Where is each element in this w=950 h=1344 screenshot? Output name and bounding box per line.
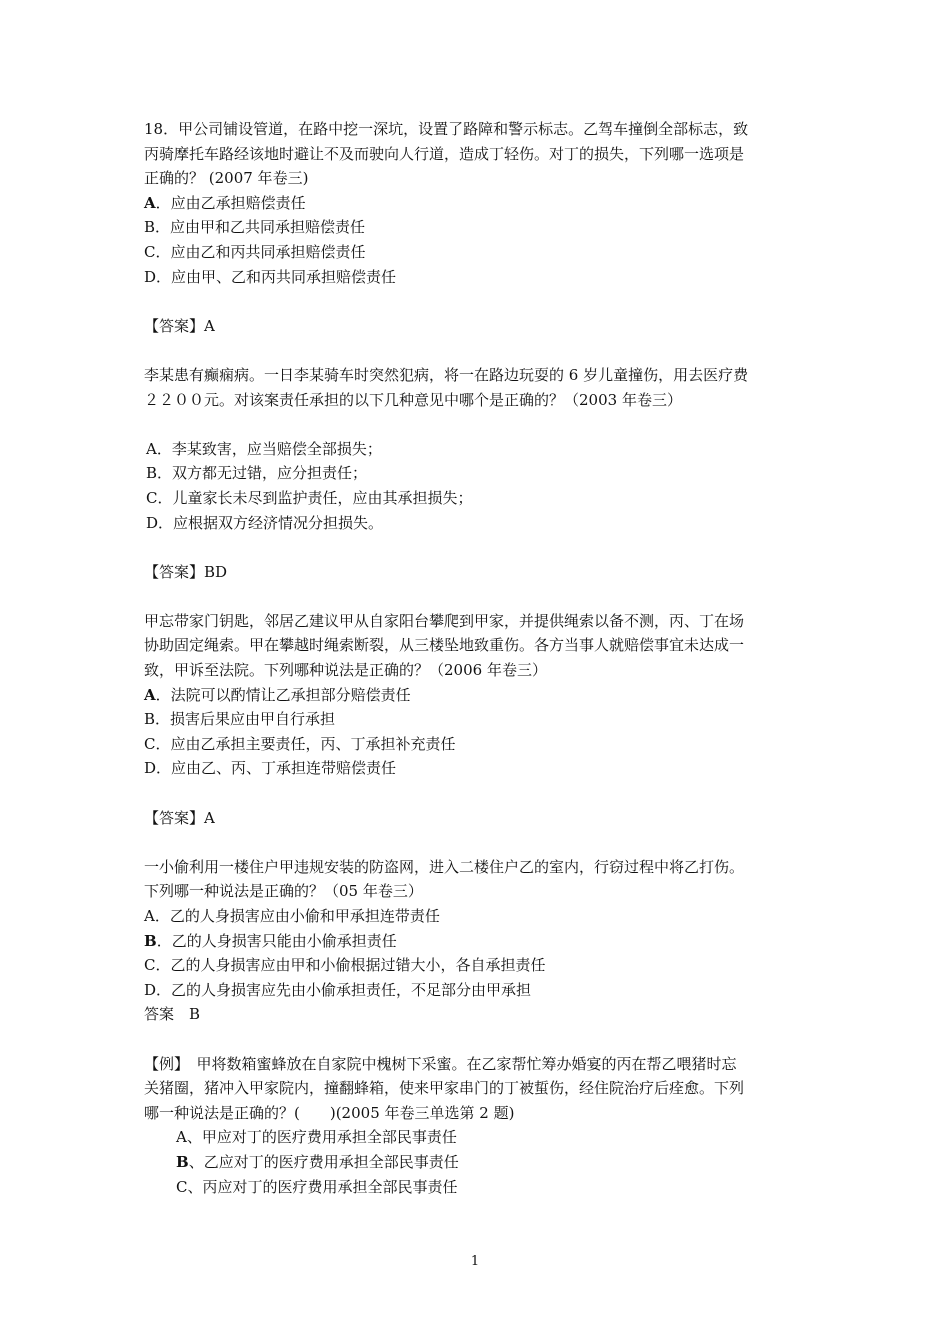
option-c: C．儿童家长未尽到监护责任，应由其承担损失； [146,488,473,507]
option-b: B．应由甲和乙共同承担赔偿责任 [144,218,366,237]
question-rope [144,609,814,830]
option-c: C、丙应对丁的医疗费用承担全部民事责任 [176,1177,458,1196]
option-b: B．乙的人身损害只能由小偷承担责任 [144,931,397,950]
answer-line: 【答案】BD [144,562,228,581]
option-c: C．应由乙承担主要责任，丙、丁承担补充责任 [144,734,456,753]
option-d: D．应根据双方经济情况分担损失。 [146,513,384,532]
question-stem-line: 丙骑摩托车路经该地时避让不及而驶向人行道，造成丁轻伤。对丁的损失，下列哪一选项是 [144,144,745,163]
question-epilepsy [144,363,814,584]
option-b: B、乙应对丁的医疗费用承担全部民事责任 [176,1152,459,1171]
question-stem-line: 一小偷利用一楼住户甲违规安装的防盗网，进入二楼住户乙的室内，行窃过程中将乙打伤。 [144,857,745,876]
question-stem-line: 18．甲公司铺设管道，在路中挖一深坑，设置了路障和警示标志。乙驾车撞倒全部标志，致 [144,120,749,138]
question-stem-line: ２２００元。对该案责任承担的以下几种意见中哪个是正确的？（2003 年卷三） [144,390,682,409]
option-d: D．应由甲、乙和丙共同承担赔偿责任 [144,267,397,286]
answer-line: 【答案】A [144,808,215,827]
option-b: B．双方都无过错，应分担责任； [146,464,368,483]
option-d: D．应由乙、丙、丁承担连带赔偿责任 [144,759,397,778]
page-number: 1 [470,1254,480,1269]
question-stem-line: 甲忘带家门钥匙，邻居乙建议甲从自家阳台攀爬到甲家，并提供绳索以备不测，丙、丁在场 [144,611,745,630]
option-a: A、甲应对丁的医疗费用承担全部民事责任 [176,1128,457,1147]
option-b: B．损害后果应由甲自行承担 [144,710,336,729]
question-bees [144,1052,814,1200]
question-stem-line: 致，甲诉至法院。下列哪种说法是正确的？（2006 年卷三） [144,661,547,680]
option-a: A．乙的人身损害应由小偷和甲承担连带责任 [144,907,440,925]
question-thief [144,855,814,1027]
question-stem-line: 关猪圈，猪冲入甲家院内，撞翻蜂箱，使来甲家串门的丁被蜇伤，经住院治疗后痊愈。下列 [144,1079,745,1098]
question-stem-line: 正确的？ (2007 年卷三) [144,169,309,188]
page-content [144,117,814,1199]
question-stem-line: 哪一种说法是正确的？( )(2005 年卷三单选第 2 题) [144,1103,515,1122]
option-c: C．应由乙和丙共同承担赔偿责任 [144,242,366,261]
option-c: C．乙的人身损害应由甲和小偷根据过错大小，各自承担责任 [144,956,546,975]
option-a: A．应由乙承担赔偿责任 [144,193,306,212]
option-a: A．李某致害，应当赔偿全部损失； [146,439,382,458]
question-18 [144,117,814,338]
option-a: A．法院可以酌情让乙承担部分赔偿责任 [144,685,411,704]
question-stem-line: 李某患有癫痫病。一日李某骑车时突然犯病，将一在路边玩耍的 6 岁儿童撞伤，用去医疗费 [144,365,749,384]
option-d: D．乙的人身损害应先由小偷承担责任，不足部分由甲承担 [144,980,532,999]
question-stem-line: 协助固定绳索。甲在攀越时绳索断裂，从三楼坠地致重伤。各方当事人就赔偿事宜未达成一 [144,636,745,655]
question-stem-line: 【例】 甲将数箱蜜蜂放在自家院中槐树下采蜜。在乙家帮忙筹办婚宴的丙在帮乙喂猪时忘 [144,1054,737,1073]
question-stem-line: 下列哪一种说法是正确的？（05 年卷三） [144,882,423,901]
answer-line: 【答案】A [144,316,215,335]
answer-line: 答案 B [144,1005,201,1024]
